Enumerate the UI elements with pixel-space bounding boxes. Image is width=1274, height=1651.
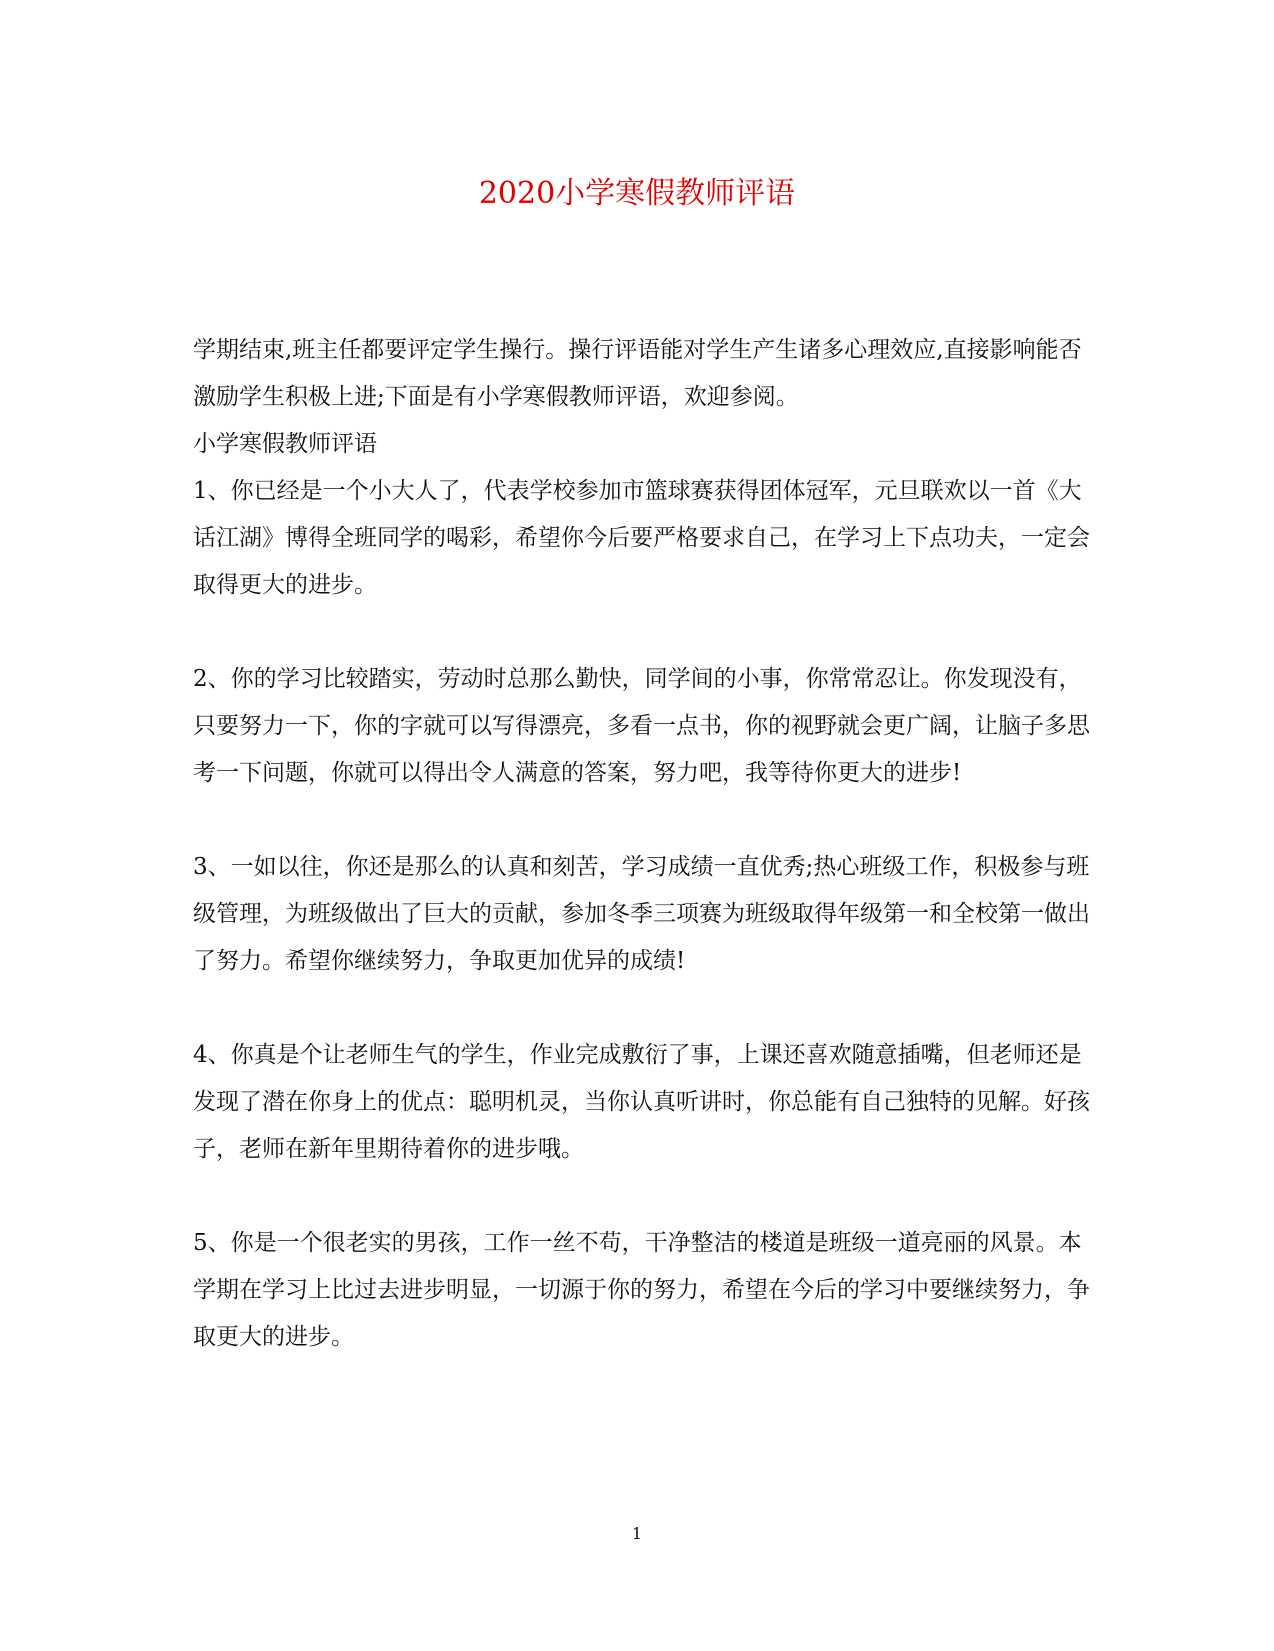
section-subtitle: 小学寒假教师评语 bbox=[193, 431, 377, 457]
comment-item-1: 1、你已经是一个小大人了，代表学校参加市篮球赛获得团体冠军，元旦联欢以一首《大话江湖》博得全班同学的喝彩，希望你今后要严格要求自己，在学习上下点功夫，一定会取得更大的进步。 bbox=[193, 478, 1090, 598]
comment-item-3: 3、一如以往，你还是那么的认真和刻苦，学习成绩一直优秀;热心班级工作，积极参与班级管理，为班级做出了巨大的贡献，参加冬季三项赛为班级取得年级第一和全校第一做出了努力。希望你继续努力，争取更加优异的成绩! bbox=[193, 854, 1090, 974]
comment-item-5: 5、你是一个很老实的男孩，工作一丝不苟，干净整洁的楼道是班级一道亮丽的风景。本学期在学习上比过去进步明显，一切源于你的努力，希望在今后的学习中要继续努力，争取更大的进步。 bbox=[193, 1230, 1090, 1350]
document-body bbox=[193, 327, 1093, 1361]
intro-paragraph: 学期结束,班主任都要评定学生操行。操行评语能对学生产生诸多心理效应,直接影响能否激励学生积极上进;下面是有小学寒假教师评语，欢迎参阅。 bbox=[193, 337, 1082, 410]
page-number: 1 bbox=[631, 1524, 643, 1543]
comment-item-4: 4、你真是个让老师生气的学生，作业完成敷衍了事，上课还喜欢随意插嘴，但老师还是发现了潜在你身上的优点：聪明机灵，当你认真听讲时，你总能有自己独特的见解。好孩子，老师在新年里期待着你的进步哦。 bbox=[193, 1042, 1090, 1162]
comment-item-2: 2、你的学习比较踏实，劳动时总那么勤快，同学间的小事，你常常忍让。你发现没有，只要努力一下，你的字就可以写得漂亮，多看一点书，你的视野就会更广阔，让脑子多思考一下问题，你就可以得出令人满意的答案，努力吧，我等待你更大的进步! bbox=[193, 666, 1090, 786]
document-title: 2020小学寒假教师评语 bbox=[478, 176, 796, 211]
